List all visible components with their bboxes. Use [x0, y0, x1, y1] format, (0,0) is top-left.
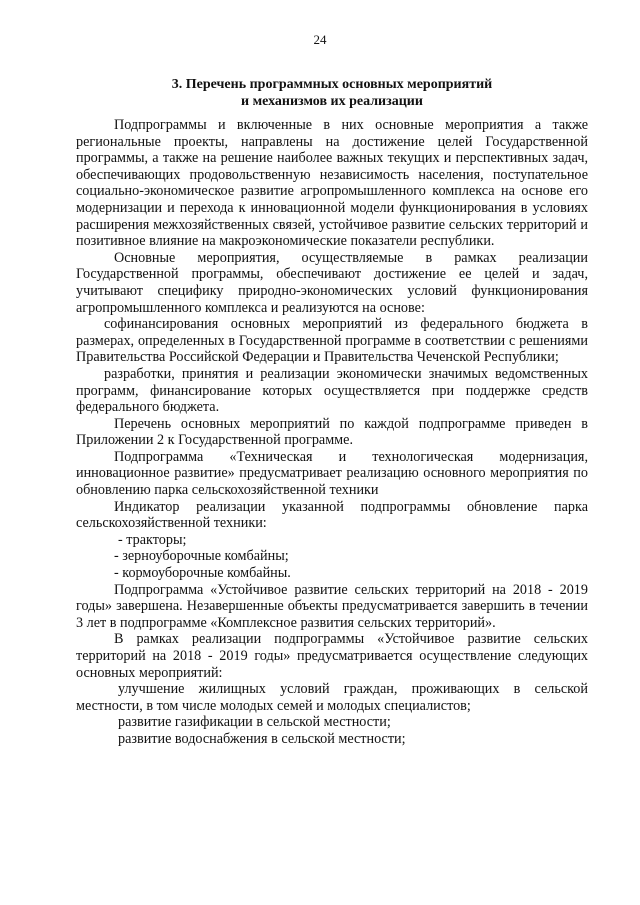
list-item: развитие водоснабжения в сельской местности;	[118, 730, 406, 747]
list-item: улучшение жилищных условий граждан, проживающих в сельской местности, в том числе молодых семей и молодых специалистов;	[76, 681, 588, 714]
paragraph: Подпрограмма «Устойчивое развитие сельских территорий на 2018 - 2019 годы» завершена. Незавершенные объекты предусматривается завершить в течении 3 лет в подпрограмме «Комплексное развития сельских территорий».	[76, 581, 588, 631]
list-item: развитие газификации в сельской местности;	[118, 714, 391, 731]
list-item: разработки, принятия и реализации экономически значимых ведомственных программ, финансирование которых осуществляется при поддержке средств федерального бюджета.	[76, 365, 588, 416]
page-number: 24	[313, 32, 327, 47]
paragraph: Основные мероприятия, осуществляемые в рамках реализации Государственной программы, обеспечивают достижение ее целей и задач, учитывают специфику природно-экономических условий функционирования агропромышленного комплекса и реализуются на основе:	[76, 249, 588, 316]
paragraph: Перечень основных мероприятий по каждой подпрограмме приведен в Приложении 2 к Государственной программе.	[76, 415, 588, 449]
list-item: софинансирования основных мероприятий из федерального бюджета в размерах, определенных в Государственной программе в соответствии с решениями Правительства Российской Федерации и Правительства Чеченской Республики;	[76, 316, 588, 366]
paragraph: В рамках реализации подпрограммы «Устойчивое развитие сельских территорий на 2018 - 2019 годы» предусматривается осуществление следующих основных мероприятий:	[76, 631, 588, 681]
list-item: - тракторы;	[118, 531, 187, 548]
paragraph: Индикатор реализации указанной подпрограммы обновление парка сельскохозяйственной техники:	[76, 498, 588, 532]
section-heading	[76, 76, 588, 110]
list-item: - зерноуборочные комбайны;	[114, 548, 289, 565]
section-heading-line-1: 3. Перечень программных основных мероприятий	[171, 77, 493, 92]
section-heading-line-2: и механизмов их реализации	[241, 94, 423, 109]
paragraph: Подпрограмма «Техническая и технологическая модернизация, инновационное развитие» предусматривает реализацию основного мероприятия по обновлению парка сельскохозяйственной техники	[76, 448, 588, 499]
paragraph: Подпрограммы и включенные в них основные мероприятия а также региональные проекты, направлены на достижение целей Государственной программы, а также на решение наиболее важных текущих и перспективных задач, обеспечивающих продовольственную независимость населения, поступательное социально-экономическое развитие агропромышленного комплекса на основе его модернизации и перехода к инновационной модели функционирования в условиях расширения межхозяйственных связей, устойчивое развитие сельских территорий и позитивное влияние на макроэкономические показатели республики.	[76, 117, 588, 250]
list-item: - кормоуборочные комбайны.	[114, 565, 291, 582]
body-text	[76, 117, 588, 748]
